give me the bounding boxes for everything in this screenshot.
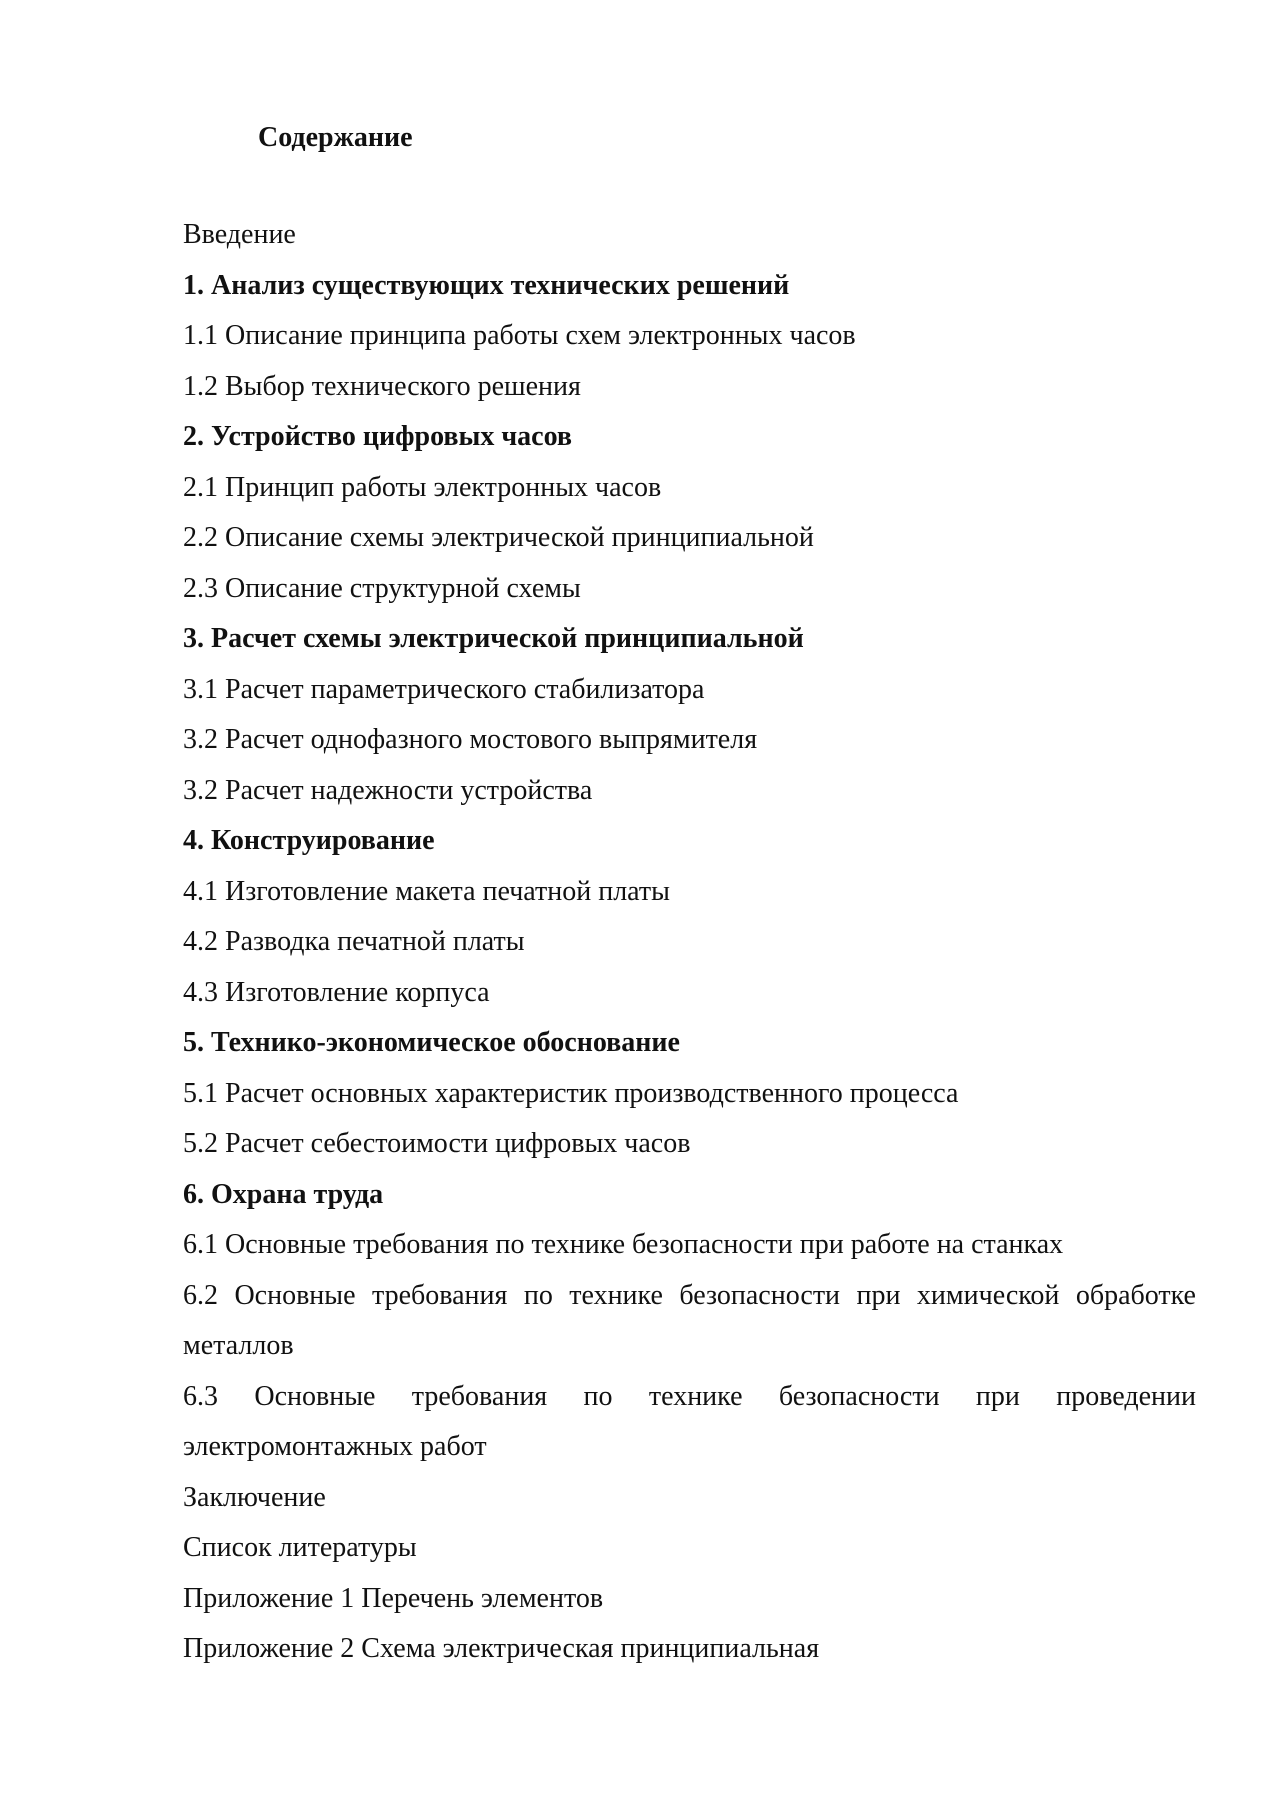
toc-entry: 5.2 Расчет себестоимости цифровых часов [183, 1128, 691, 1159]
toc-section-heading: 4. Конструирование [183, 825, 435, 856]
toc-entry: 2.2 Описание схемы электрической принципиальной [183, 522, 814, 553]
toc-entry: Список литературы [183, 1532, 417, 1563]
toc-title: Содержание [258, 122, 413, 153]
toc-entry: 2.3 Описание структурной схемы [183, 572, 581, 604]
toc-entry: 1.2 Выбор технического решения [183, 370, 581, 402]
toc-entry: 2.1 Принцип работы электронных часов [183, 471, 662, 503]
toc-section-heading: 2. Устройство цифровых часов [183, 421, 573, 452]
toc-section-heading: 1. Анализ существующих технических решений [183, 269, 790, 301]
toc-section-heading: 5. Технико-экономическое обоснование [183, 1027, 680, 1058]
toc-entry: 1.1 Описание принципа работы схем электронных часов [183, 320, 856, 351]
toc-entry: Приложение 1 Перечень элементов [183, 1582, 604, 1614]
toc-entry: Введение [183, 219, 296, 250]
toc-entry: 4.2 Разводка печатной платы [183, 926, 525, 957]
toc-entry-multiline: 6.2 Основные требования по технике безопасности при химической обработке металлов [183, 1279, 1196, 1361]
toc-list [183, 210, 1196, 1675]
toc-section-heading: 6. Охрана труда [183, 1178, 384, 1210]
toc-section-heading: 3. Расчет схемы электрической принципиальной [183, 623, 804, 654]
toc-entry: 3.2 Расчет однофазного мостового выпрямителя [183, 724, 758, 755]
toc-entry: Приложение 2 Схема электрическая принципиальная [183, 1633, 820, 1664]
toc-entry: 6.1 Основные требования по технике безопасности при работе на станках [183, 1229, 1064, 1260]
toc-entry: 3.1 Расчет параметрического стабилизатора [183, 673, 705, 705]
toc-entry: Заключение [183, 1481, 326, 1513]
toc-entry: 3.2 Расчет надежности устройства [183, 774, 593, 806]
toc-entry: 4.3 Изготовление корпуса [183, 976, 490, 1008]
toc-entry: 5.1 Расчет основных характеристик производственного процесса [183, 1077, 959, 1109]
toc-entry: 4.1 Изготовление макета печатной платы [183, 875, 670, 907]
toc-entry-multiline: 6.3 Основные требования по технике безопасности при проведении электромонтажных работ [183, 1380, 1196, 1462]
